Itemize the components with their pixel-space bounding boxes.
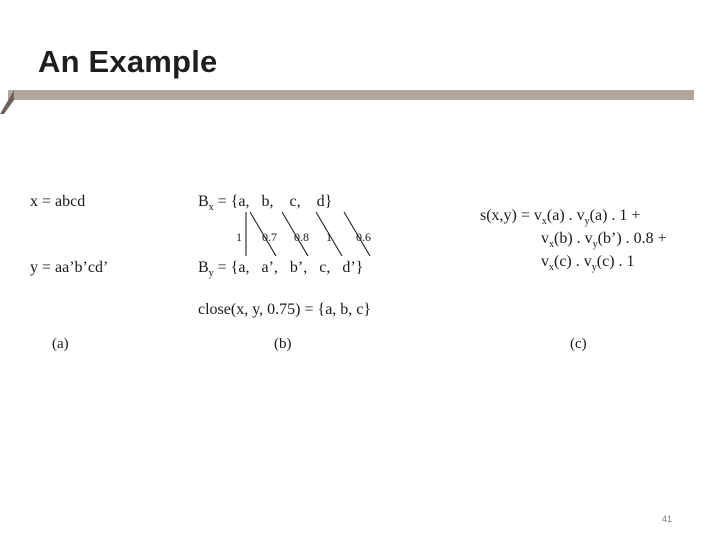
line2-sub2: y: [592, 239, 598, 250]
line1-mid: (a) . v: [546, 207, 585, 224]
weight-4: 1: [326, 230, 332, 244]
bx-subscript: x: [208, 202, 214, 213]
weight-5: 0.6: [356, 230, 371, 244]
line2-pre: v: [541, 230, 549, 247]
page-number: 41: [662, 514, 673, 524]
line2-mid: (b) . v: [554, 230, 593, 247]
similarity-line-2: [541, 230, 667, 250]
panel-b-label: (b): [274, 336, 292, 352]
similarity-line-1: [480, 207, 641, 227]
line3-mid: (c) . v: [554, 253, 592, 270]
weight-1: 1: [236, 230, 242, 244]
line1-post: (a) . 1 +: [589, 207, 641, 224]
by-elements: = {a, a’, b’, c, d’}: [213, 259, 364, 276]
line1-sub1: x: [541, 216, 547, 227]
line1-sub2: y: [584, 216, 590, 227]
weight-2: 0.7: [262, 230, 277, 244]
line2-sub1: x: [549, 239, 554, 250]
bx-elements: = {a, b, c, d}: [213, 193, 333, 210]
slide-title: An Example: [38, 44, 218, 79]
line3-sub2: y: [591, 262, 597, 273]
close-expression: close(x, y, 0.75) = {a, b, c}: [198, 301, 372, 318]
x-definition: x = abcd: [30, 193, 86, 210]
line2-post: (b’) . 0.8 +: [597, 230, 667, 247]
line3-sub1: x: [549, 262, 554, 273]
by-set: [198, 259, 364, 279]
line1-pre: s(x,y) = v: [480, 207, 542, 224]
by-symbol: B: [198, 259, 209, 276]
panel-c-label: (c): [570, 336, 587, 352]
similarity-line-3: [541, 253, 635, 273]
by-subscript: y: [208, 268, 214, 279]
panel-a-label: (a): [52, 336, 69, 352]
bx-symbol: B: [198, 193, 209, 210]
y-definition: y = aa’b’cd’: [30, 259, 109, 276]
line3-post: (c) . 1: [596, 253, 635, 270]
line3-pre: v: [541, 253, 549, 270]
weight-3: 0.8: [294, 230, 309, 244]
